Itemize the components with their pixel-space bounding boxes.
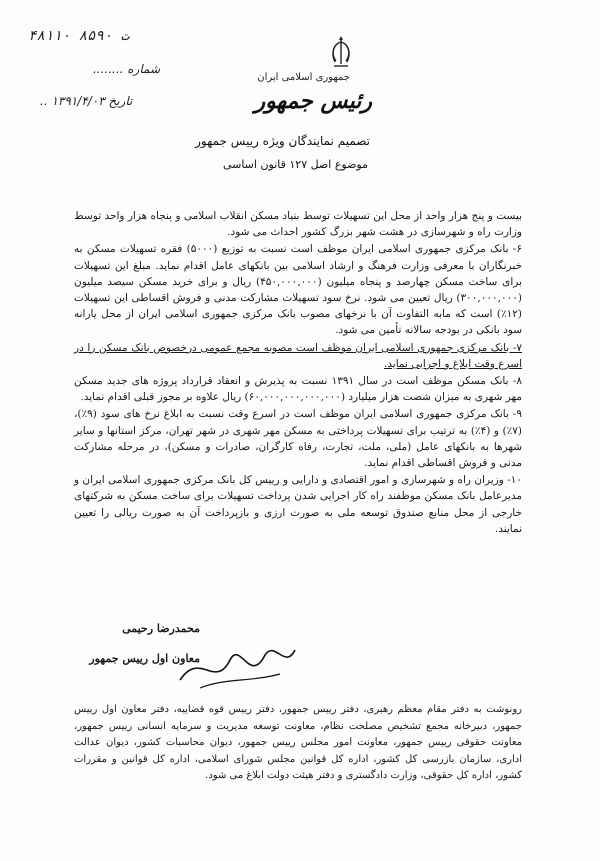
signer-title: معاون اول رییس جمهور — [89, 652, 200, 665]
document-number: ۴۸۱۱۰ ت ۸۵۹۰ — [28, 28, 130, 44]
paragraph-8: ۸- بانک مسکن موظف است در سال ۱۳۹۱ نسبت به پذیرش و انعقاد قرارداد پروژه های جدید مسکن مهر شهری به میزان شصت هزار میلیارد (۶۰,۰۰۰,۰۰۰,۰۰۰,۰۰۰) ریال علاوه بر مجوز قبلی اقدام نماید. — [74, 375, 522, 404]
paragraph-9: ۹- بانک مرکزی جمهوری اسلامی ایران موظف است در اسرع وقت نسبت به ابلاغ نرخ های سود (۹٪)، (۷٪) و (۴٪) به ترتیب برای تسهیلات پرداختی به مسکن مهر شهری در شهر تهران، مرکز استانها و سایر شهرها به بانکهای عامل (ملی، ملت، تجارت، رفاه کارگران، صادرات و مسکن)، در مرحله مشارکت مدنی و فروش اقساطی اقدام نماید. — [74, 408, 522, 470]
paragraph-7: ۷- بانک مرکزی جمهوری اسلامی ایران موظف است مصوبه مجمع عمومی درخصوص بانک مسکن را در اسرع وقت ابلاغ و اجرایی نماید. — [74, 341, 522, 370]
org-name: جمهوری اسلامی ایران — [257, 72, 350, 83]
national-emblem-icon — [326, 34, 356, 72]
signer-name: محمدرضا رحیمی — [122, 622, 200, 635]
paragraph-intro: بیست و پنج هزار واحد از محل این تسهیلات توسط بنیاد مسکن انقلاب اسلامی و پنجاه هزار واحد توسط وزارت راه و شهرسازی در هشت شهر بزرگ کشور احداث می شود. — [74, 210, 522, 239]
decision-title: تصمیم نمایندگان ویژه رییس جمهور — [195, 134, 370, 148]
reference-number: شماره ........ — [92, 62, 160, 76]
paragraph-10: ۱۰- وزیران راه و شهرسازی و امور اقتصادی و دارایی و رییس کل بانک مرکزی جمهوری اسلامی ایران و مدیرعامل بانک مسکن موظفند راه کار اجرایی شدن پرداخت تسهیلات برای ساخت مسکن به شرکتهای خارجی از محل منابع صندوق توسعه ملی به صورت ارزی و بازپرداخت آن به صورت ریالی را تعیین نمایند. — [74, 474, 522, 535]
signature-icon — [170, 630, 300, 700]
decree-body — [74, 208, 522, 538]
office-title: رئیس جمهور — [254, 88, 372, 114]
legal-reference: موضوع اصل ۱۲۷ قانون اساسی — [222, 158, 368, 171]
document-date: تاریخ ۱۳۹۱/۴/۰۳ .. — [40, 94, 133, 108]
cc-list: رونوشت به دفتر مقام معظم رهبری، دفتر رییس جمهور، دفتر رییس قوه قضاییه، دفتر معاون اول رییس جمهور، دبیرخانه مجمع تشخیص مصلحت نظام، معاونت توسعه مدیریت و سرمایه انسانی رییس جمهور، معاونت حقوقی رییس جمهور، معاونت امور مجلس رییس جمهور، دیوان محاسبات کشور، دیوان عدالت اداری، سازمان بازرسی کل کشور، اداره کل قوانین مجلس شورای اسلامی، اداره کل قوانین و مقررات کشور، اداره کل حقوقی، وزارت دادگستری و دفتر هیئت دولت ابلاغ می شود. — [74, 704, 522, 781]
paragraph-6: ۶- بانک مرکزی جمهوری اسلامی ایران موظف است نسبت به توزیع (۵۰۰۰) فقره تسهیلات مسکن به خبرنگاران با معرفی وزارت فرهنگ و ارشاد اسلامی بین بانکهای عامل اقدام نماید. مبلغ این تسهیلات برای ساخت مسکن چهارصد و پنجاه میلیون (۴۵۰,۰۰۰,۰۰۰) ریال و برای خرید مسکن سیصد میلیون (۳۰۰,۰۰۰,۰۰۰) ریال تعیین می شود. نرخ سود تسهیلات مشارکت مدنی و فروش اقساطی این تسهیلات (۱۲٪) است که مابه التفاوت آن با نرخهای مصوب بانک مرکزی جمهوری اسلامی ایران از محل یارانه سود بانکی در بودجه سالانه تأمین می شود. — [74, 243, 522, 337]
